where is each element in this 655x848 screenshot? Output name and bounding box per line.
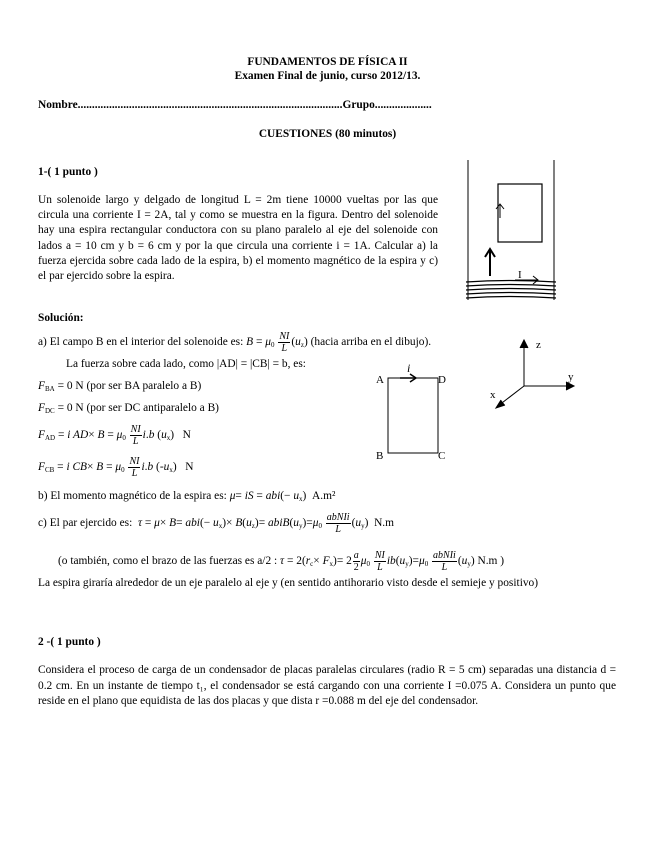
loop-label-a: A [376, 374, 384, 386]
loop-label-d: D [438, 374, 446, 386]
axis-label-z: z [536, 339, 541, 351]
name-group-line: Nombre.............................................................................................Grupo.................... [38, 99, 432, 111]
q2-heading: 2 -( 1 punto ) [38, 636, 101, 648]
exam-title: FUNDAMENTOS DE FÍSICA II [247, 56, 408, 68]
axis-label-x: x [490, 389, 496, 401]
loop-label-c: C [438, 450, 446, 462]
solution-alt-line: (o también, como el brazo de las fuerzas es a/2 : $\tau = 2(r_c\times F_x)= 2$ $\frac{a}{2}$ $\mu_0$ $\frac{NI}{L}$ $ib(u_y)=\mu_0$ $\frac{\text{abNIi}}{L}$ $(u_y)$ N.m ) [58, 549, 505, 573]
q1-heading: 1-( 1 punto ) [38, 166, 98, 178]
section-title: CUESTIONES (80 minutos) [258, 128, 397, 140]
loop-label-b: B [376, 450, 384, 462]
solution-line-c: c) El par ejercido es: $\tau = \mu\times B= abi(- u_x)\times B(u_z)=$ $abiB(u_y)=\mu_0$ $\frac{\text{abNIi}}{L}$ $(u_y)$ N.m [38, 511, 395, 535]
f-dc-line: $F_{DC} = 0$ N (por ser DC antiparalelo a B) [38, 402, 219, 415]
exam-subtitle: Examen Final de junio, curso 2012/13. [234, 70, 421, 82]
axes-figure [484, 336, 584, 416]
q2-body: Considera el proceso de carga de un condensador de placas paralelas circulares (radio R = 5 cm) separadas una distancia d = 0.2 cm. En un instante de tiempo t₁, el condensador se está cargando con una corriente I =0.075 A. Considera un punto que reside en el plano que equidista de las dos placas y que dista r =0.088 m del eje del condensador. [38, 664, 616, 708]
solenoid-current-label: I [518, 269, 522, 281]
f-ba-line: $F_{BA} = 0$ N (por ser BA paralelo a B) [38, 380, 202, 393]
loop-label-i: i [407, 361, 411, 375]
axis-label-y: y [568, 371, 574, 383]
solution-conclusion: La espira giraría alrededor de un eje paralelo al eje y (en sentido antihorario visto desde el semieje y positivo) [38, 577, 539, 589]
solution-line-a: a) El campo B en el interior del solenoide es: $B = \mu_0$ $\frac{NI}{L}$ $(u_z)$ (hacia arriba en el dibujo). [38, 330, 432, 354]
f-cb-line: $F_{CB} = i$ $CB\times B = \mu_0$ $\frac{NI}{L}$ i.b $(-u_x)$ N [38, 455, 194, 479]
solution-line-b: b) El momento magnético de la espira es: μ= iS = $abi(- u_x)$ A.m² [38, 490, 336, 503]
force-intro: La fuerza sobre cada lado, como |AD| = |CB| = b, es: [66, 358, 306, 370]
solution-heading: Solución: [38, 312, 84, 324]
q1-body: Un solenoide largo y delgado de longitud L = 2m tiene 10000 vueltas por las que circula una corriente I = 2A, tal y como se muestra en la figura. Dentro del solenoide hay una espira rectangular conductora con su plano paralelo al eje del solenoide con lados a = 10 cm y b = 6 cm y por la que circula una corriente i = 1A. Calcular a) la fuerza ejercida sobre cada lado de la espira, b) el momento magnético de la espira y c) el par ejercido sobre la espira. [38, 194, 438, 283]
f-ad-line: $F_{AD} = i$ $AD\times B = \mu_0$ $\frac{NI}{L}$ i.b $(u_x)$ N [38, 423, 191, 447]
solenoid-figure [460, 160, 560, 305]
loop-figure [372, 362, 452, 462]
